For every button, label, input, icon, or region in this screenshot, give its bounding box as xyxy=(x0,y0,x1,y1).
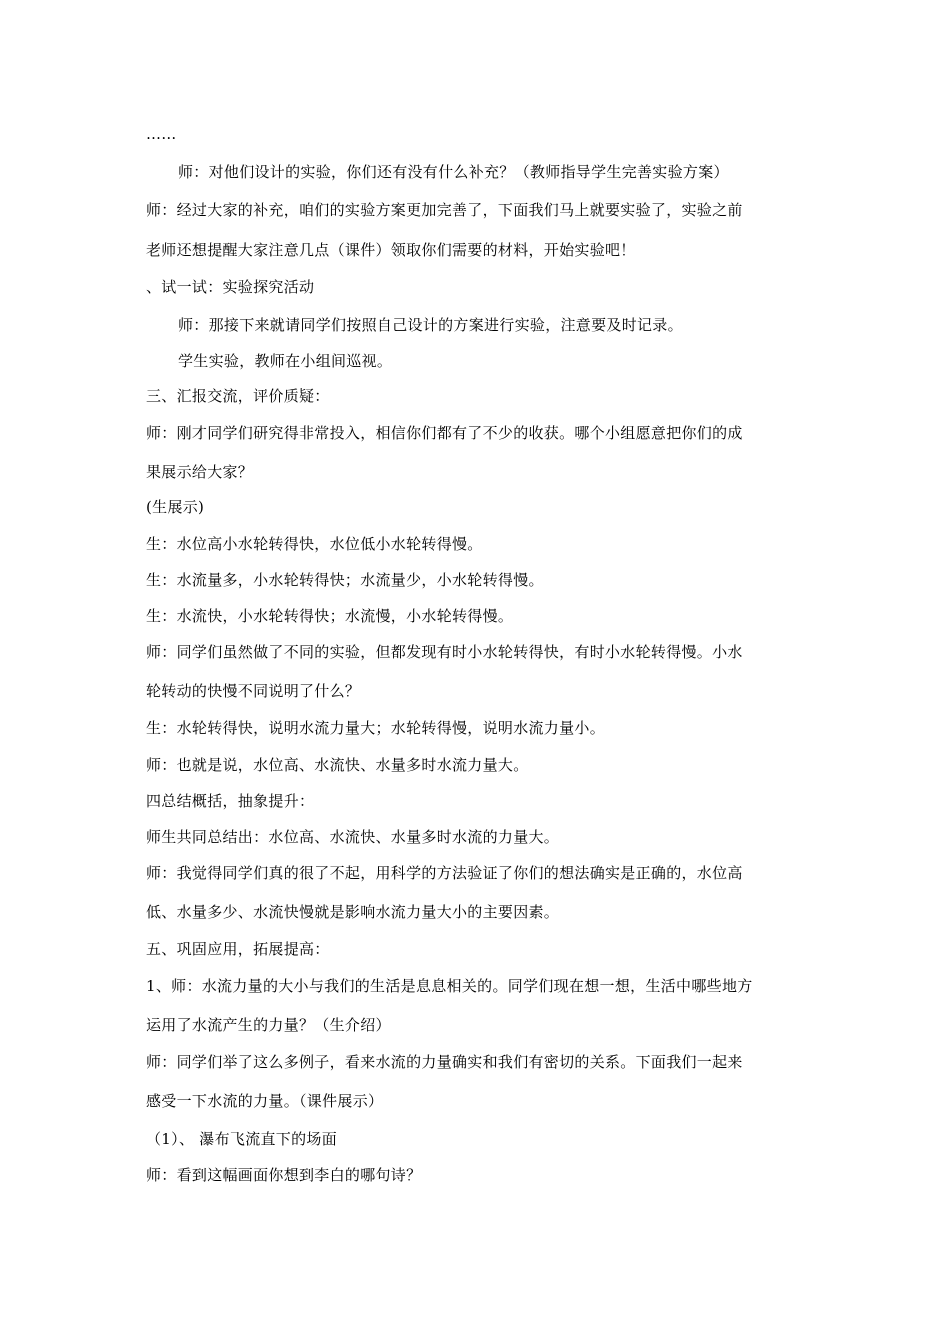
paragraph-line: 师：也就是说，水位高、水流快、水量多时水流力量大。 xyxy=(146,756,529,774)
paragraph-line: 学生实验，教师在小组间巡视。 xyxy=(178,352,393,370)
paragraph-line: 师：那接下来就请同学们按照自己设计的方案进行实验，注意要及时记录。 xyxy=(178,316,683,334)
paragraph-line: 师：看到这幅画面你想到李白的哪句诗？ xyxy=(146,1166,422,1184)
list-item: （1）、 瀑布飞流直下的场面 xyxy=(146,1130,338,1148)
paragraph-line: 果展示给大家？ xyxy=(146,463,254,481)
paragraph-line: 生：水流量多，小水轮转得快；水流量少，小水轮转得慢。 xyxy=(146,571,544,589)
paragraph-line: 低、水量多少、水流快慢就是影响水流力量大小的主要因素。 xyxy=(146,903,560,921)
paragraph-line: 生：水流快，小水轮转得快；水流慢，小水轮转得慢。 xyxy=(146,607,514,625)
paragraph-line: 1、师：水流力量的大小与我们的生活是息息相关的。同学们现在想一想，生活中哪些地方 xyxy=(146,977,753,995)
paragraph-line: 师：我觉得同学们真的很了不起，用科学的方法验证了你们的想法确实是正确的，水位高 xyxy=(146,864,743,882)
paragraph-line: 师：同学们举了这么多例子，看来水流的力量确实和我们有密切的关系。下面我们一起来 xyxy=(146,1053,743,1071)
paragraph-line: 生：水轮转得快，说明水流力量大；水轮转得慢，说明水流力量小。 xyxy=(146,719,606,737)
paragraph-line: 老师还想提醒大家注意几点（课件）领取你们需要的材料，开始实验吧！ xyxy=(146,241,636,259)
paragraph-line: 师：刚才同学们研究得非常投入，相信你们都有了不少的收获。哪个小组愿意把你们的成 xyxy=(146,424,743,442)
section-heading: 三、汇报交流，评价质疑： xyxy=(146,387,330,405)
paragraph-line: 师：经过大家的补充，咱们的实验方案更加完善了，下面我们马上就要实验了，实验之前 xyxy=(146,201,743,219)
paragraph-line: (生展示) xyxy=(146,498,205,516)
section-heading: 四总结概括，抽象提升： xyxy=(146,792,315,810)
paragraph-line: 运用了水流产生的力量？（生介绍） xyxy=(146,1016,391,1034)
paragraph-line: 轮转动的快慢不同说明了什么？ xyxy=(146,682,361,700)
paragraph-line: 师生共同总结出：水位高、水流快、水量多时水流的力量大。 xyxy=(146,828,560,846)
ellipsis-line: …… xyxy=(146,125,177,143)
section-heading: 五、巩固应用，拓展提高： xyxy=(146,940,330,958)
section-heading: 、试一试：实验探究活动 xyxy=(146,278,315,296)
paragraph-line: 生：水位高小水轮转得快，水位低小水轮转得慢。 xyxy=(146,535,483,553)
paragraph-line: 师：对他们设计的实验，你们还有没有什么补充？（教师指导学生完善实验方案） xyxy=(178,163,729,181)
paragraph-line: 师：同学们虽然做了不同的实验，但都发现有时小水轮转得快，有时小水轮转得慢。小水 xyxy=(146,643,743,661)
paragraph-line: 感受一下水流的力量。（课件展示） xyxy=(146,1092,384,1110)
